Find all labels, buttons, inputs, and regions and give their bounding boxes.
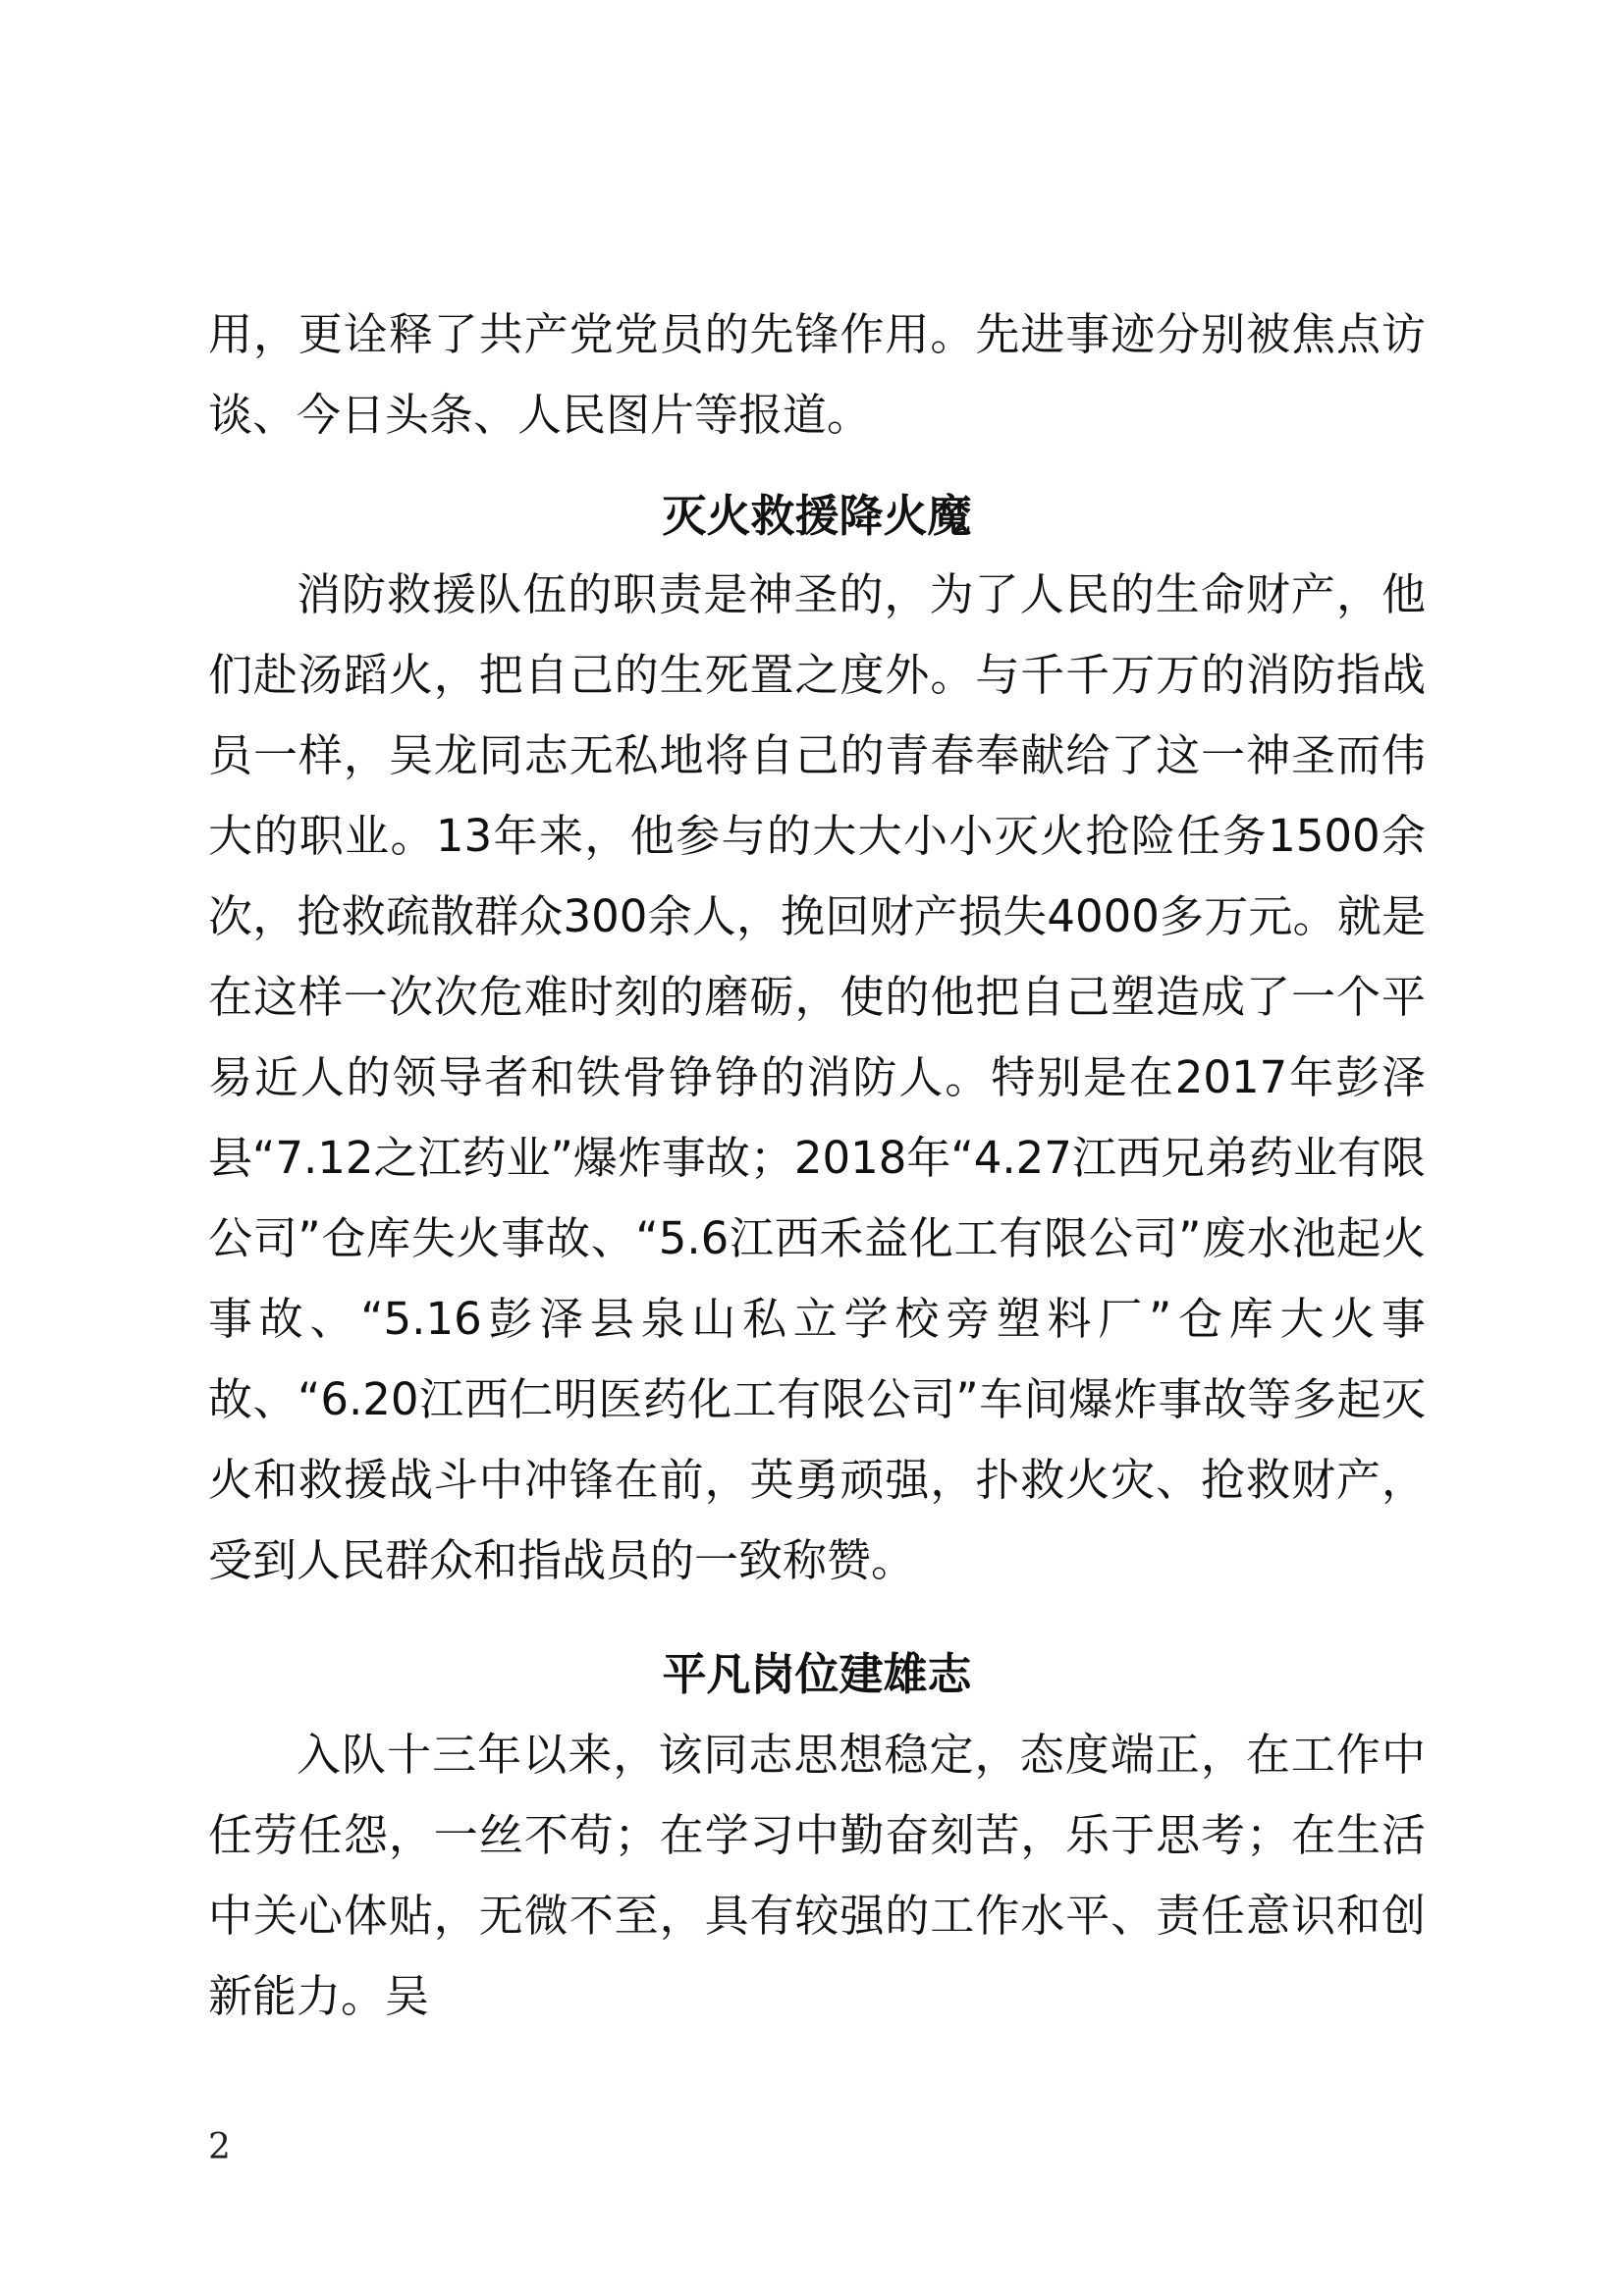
firefighting-paragraph: 消防救援队伍的职责是神圣的，为了人民的生命财产，他们赴汤蹈火，把自己的生死置之度外。与千千万万的消防指战员一样，吴龙同志无私地将自己的青春奉献给了这一神圣而伟大的职业。13年来，他参与的大大小小灭火抢险任务1500余次，抢救疏散群众300余人，挽回财产损失4000多万元。就是在这样一次次危难时刻的磨砺，使的他把自己塑造成了一个平易近人的领导者和铁骨铮铮的消防人。特别是在2017年彭泽县“7.12之江药业”爆炸事故；2018年“4.27江西兄弟药业有限公司”仓库失火事故、“5.6江西禾益化工有限公司”废水池起火事故、“5.16彭泽县泉山私立学校旁塑料厂”仓库大火事故、“6.20江西仁明医药化工有限公司”车间爆炸事故等多起灭火和救援战斗中冲锋在前，英勇顽强，扑救火灾、抢救财产，受到人民群众和指战员的一致称赞。 (208, 568, 1426, 1586)
page-number: 2 (208, 2127, 231, 2167)
section-heading-firefighting: 灭火救援降火魔 (662, 490, 972, 542)
continuation-paragraph: 用，更诠释了共产党党员的先锋作用。先进事迹分别被焦点访谈、今日头条、人民图片等报道。 (208, 308, 1426, 441)
ordinary-post-paragraph: 入队十三年以来，该同志思想稳定，态度端正，在工作中任劳任怨，一丝不苟；在学习中勤奋刻苦，乐于思考；在生活中关心体贴，无微不至，具有较强的工作水平、责任意识和创新能力。吴 (208, 1729, 1426, 2022)
section-heading-ordinary-post: 平凡岗位建雄志 (662, 1648, 972, 1700)
